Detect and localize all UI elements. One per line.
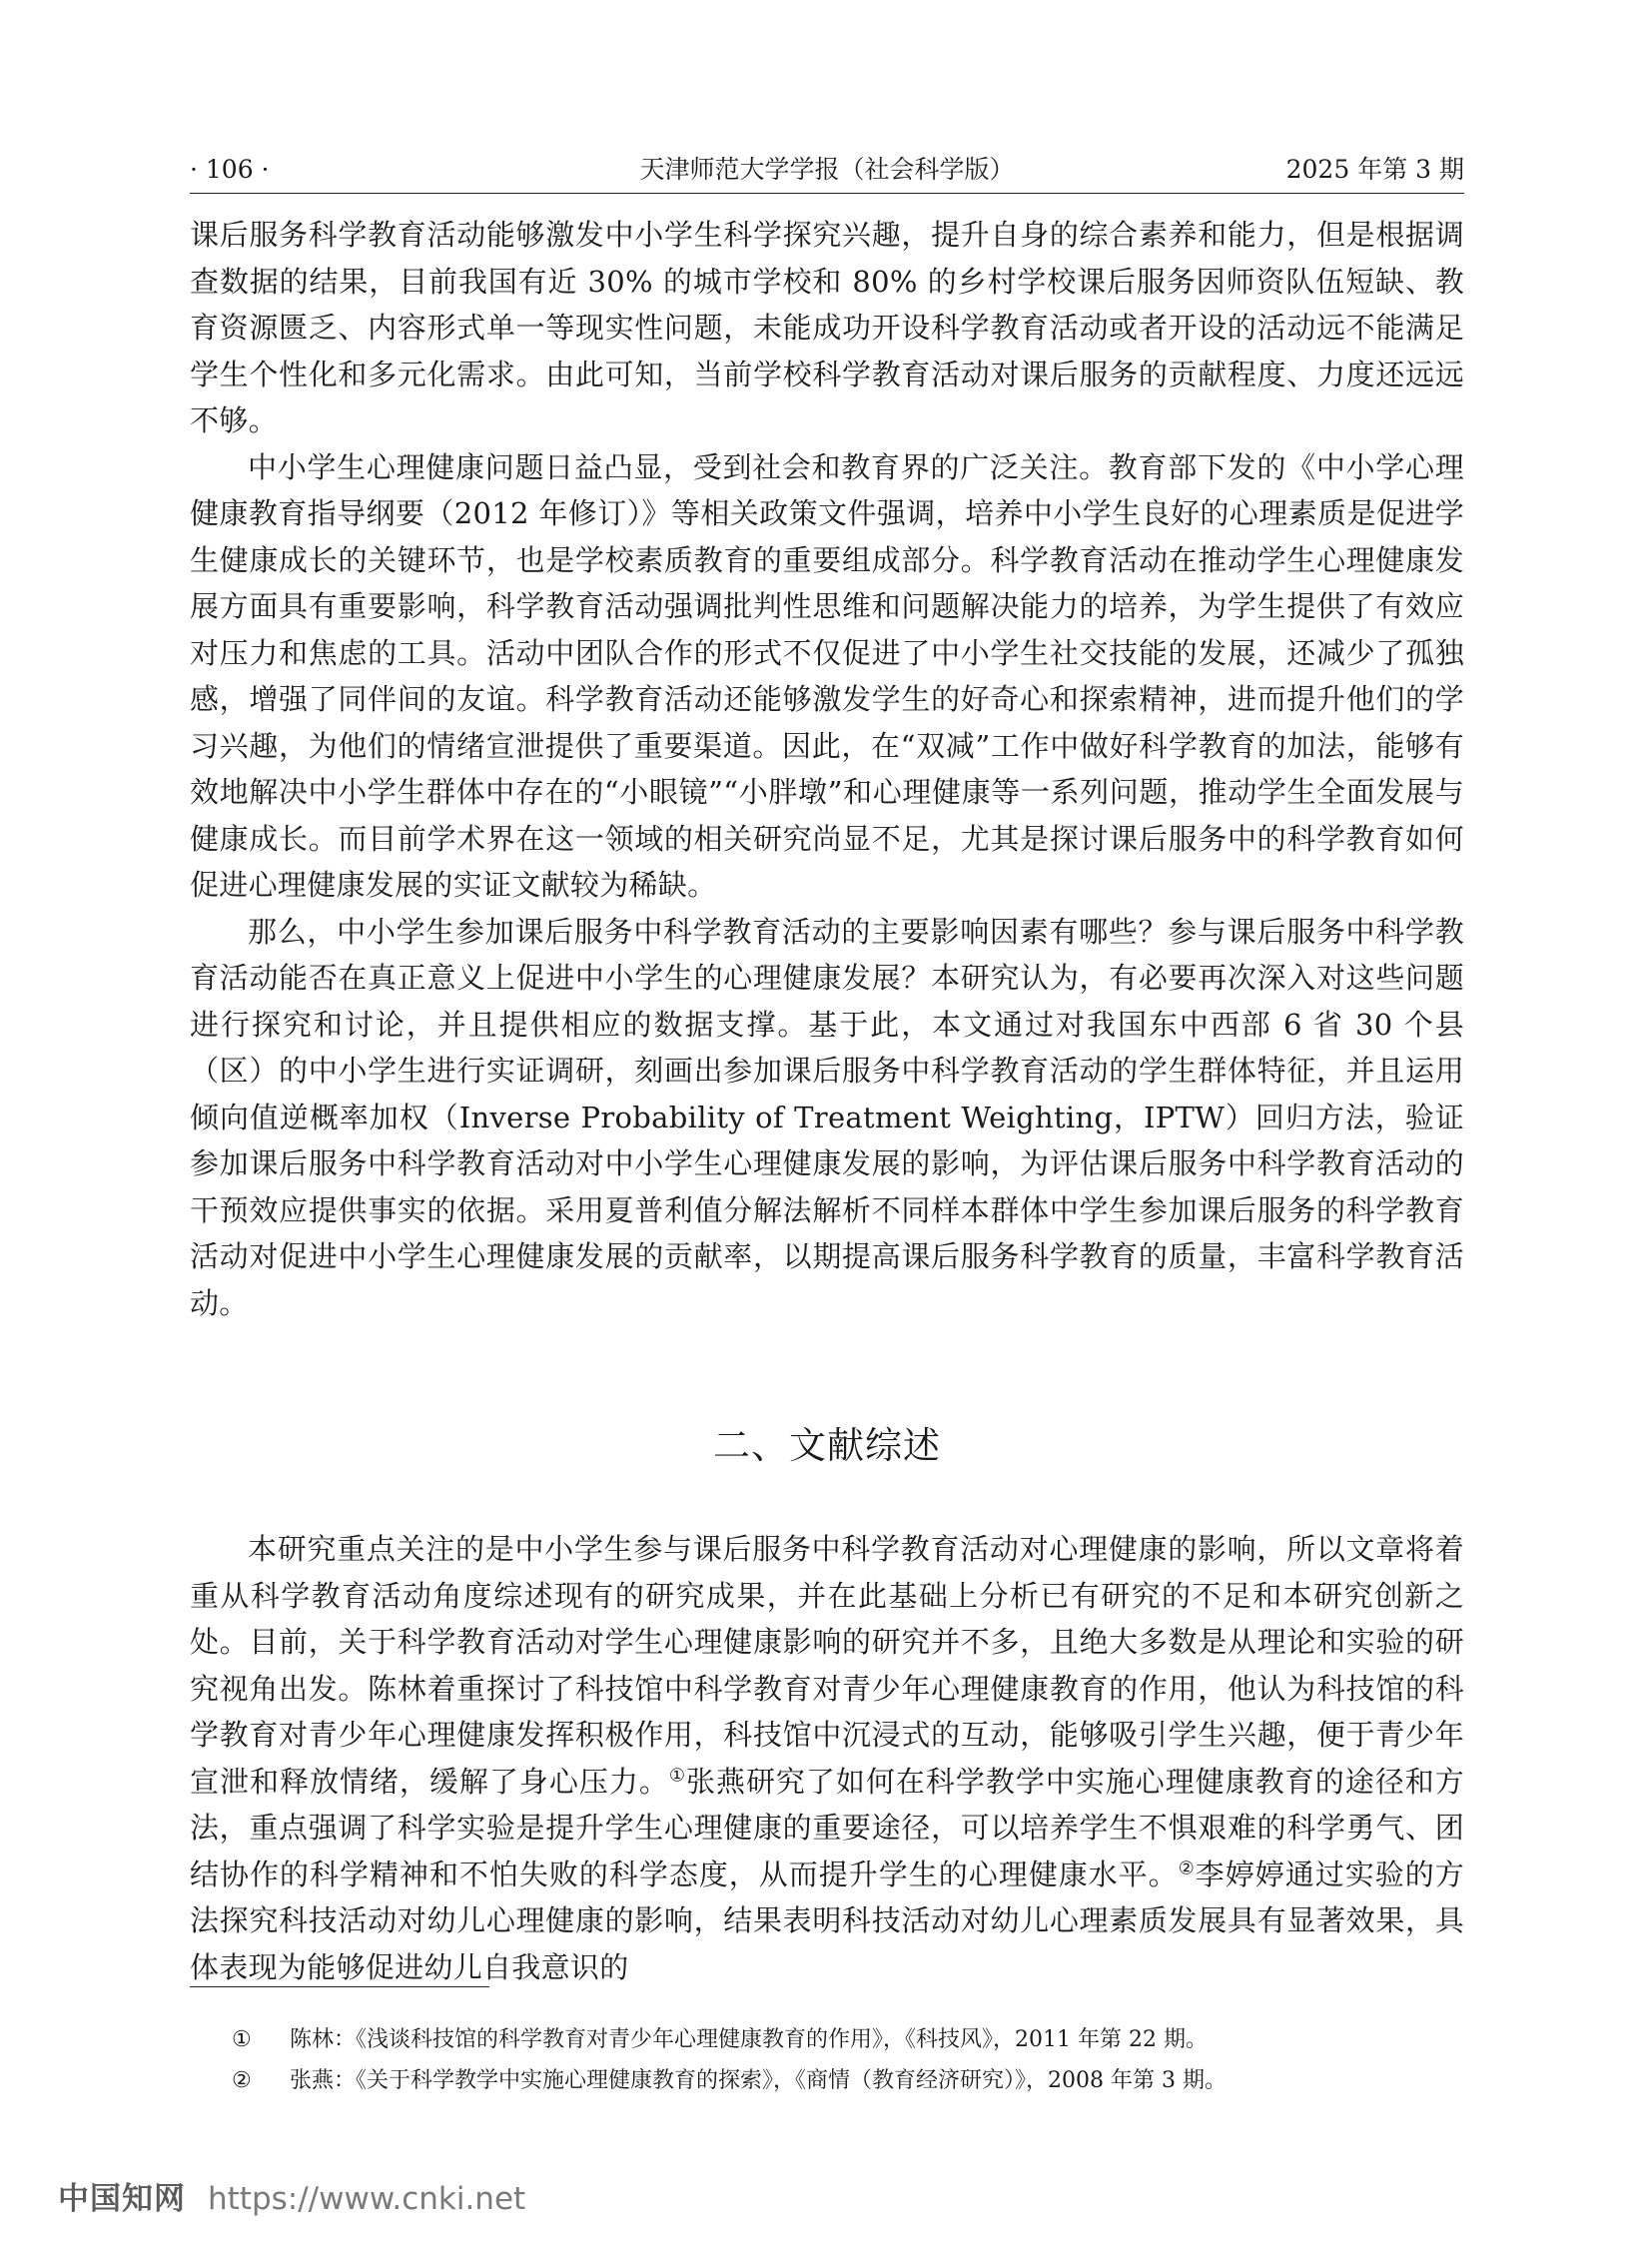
running-header <box>190 150 1464 190</box>
journal-title: 天津师范大学学报（社会科学版） <box>639 155 1015 184</box>
footnotes <box>190 2021 1464 2103</box>
footnote-rule <box>190 1986 489 1987</box>
section-heading: 二、文献综述 <box>713 1424 941 1467</box>
cnki-watermark <box>58 2174 525 2224</box>
header-rule <box>190 193 1464 194</box>
paragraph-3: 那么，中小学生参加课后服务中科学教育活动的主要影响因素有哪些？参与课后服务中科学教育活动能否在真正意义上促进中小学生的心理健康发展？本研究认为，有必要再次深入对这些问题进行探究和讨论，并且提供相应的数据支撑。基于此，本文通过对我国东中西部 6 省 30 个县（区）的中小学生进行实证调研，刻画出参加课后服务中科学教育活动的学生群体特征，并且运用倾向值逆概率加权（Inverse Probability of Treatment Weighting，IPTW）回归方法，验证参加课后服务中科学教育活动对中小学生心理健康发展的影响，为评估课后服务中科学教育活动的干预效应提供事实的依据。采用夏普利值分解法解析不同样本群体中学生参加课后服务的科学教育活动对促进中小学生心理健康发展的贡献率，以期提高课后服务科学教育的质量，丰富科学教育活动。 <box>190 914 1464 1320</box>
footnote-text: 陈林：《浅谈科技馆的科学教育对青少年心理健康教育的作用》，《科技风》，2011 年第 22 期。 <box>290 2027 1208 2052</box>
review-body <box>190 1526 1464 1990</box>
review-text-part-1: 本研究重点关注的是中小学生参与课后服务中科学教育活动对心理健康的影响，所以文章将着重从科学教育活动角度综述现有的研究成果，并在此基础上分析已有研究的不足和本研究创新之处。目前，关于科学教育活动对学生心理健康影响的研究并不多，且绝大多数是从理论和实验的研究视角出发。陈林着重探讨了科技馆中科学教育对青少年心理健康教育的作用，他认为科技馆的科学教育对青少年心理健康发挥积极作用，科技馆中沉浸式的互动，能够吸引学生兴趣，便于青少年宣泄和释放情绪，缓解了身心压力。 <box>190 1532 1464 1799</box>
footnote-ref-1[interactable]: ① <box>668 1764 686 1786</box>
review-text-part-2: 张燕研究了如何在科学教学中实施心理健康教育的途径和方法，重点强调了科学实验是提升学生心理健康的重要途径，可以培养学生不惧艰难的科学勇气、团结协作的科学精神和不怕失败的科学态度，从而提升学生的心理健康水平。 <box>190 1764 1464 1891</box>
review-text-part-3: 李婷婷通过实验的方法探究科技活动对幼儿心理健康的影响，结果表明科技活动对幼儿心理素质发展具有显著效果，具体表现为能够促进幼儿自我意识的 <box>190 1857 1465 1984</box>
footnote-1 <box>190 2021 1464 2059</box>
footnote-text: 张燕：《关于科学教学中实施心理健康教育的探索》，《商情（教育经济研究）》，2008 年第 3 期。 <box>290 2068 1227 2093</box>
intro-body <box>190 212 1464 1326</box>
cnki-logo: 中国知网 <box>58 2181 186 2217</box>
footnote-marker: ① <box>232 2027 252 2052</box>
footnote-marker: ② <box>232 2068 252 2093</box>
issue-label: 2025 年第 3 期 <box>1285 155 1464 184</box>
page-number: · 106 · <box>190 155 270 184</box>
review-paragraph <box>190 1526 1464 1990</box>
footnote-ref-2[interactable]: ② <box>1178 1857 1196 1878</box>
cnki-url[interactable]: https://www.cnki.net <box>208 2181 526 2217</box>
paragraph-2: 中小学生心理健康问题日益凸显，受到社会和教育界的广泛关注。教育部下发的《中小学心理健康教育指导纲要（2012 年修订）》等相关政策文件强调，培养中小学生良好的心理素质是促进学生健康成长的关键环节，也是学校素质教育的重要组成部分。科学教育活动在推动学生心理健康发展方面具有重要影响，科学教育活动强调批判性思维和问题解决能力的培养，为学生提供了有效应对压力和焦虑的工具。活动中团队合作的形式不仅促进了中小学生社交技能的发展，还减少了孤独感，增强了同伴间的友谊。科学教育活动还能够激发学生的好奇心和探索精神，进而提升他们的学习兴趣，为他们的情绪宣泄提供了重要渠道。因此，在“双减”工作中做好科学教育的加法，能够有效地解决中小学生群体中存在的“小眼镜”“小胖墩”和心理健康等一系列问题，推动学生全面发展与健康成长。而目前学术界在这一领域的相关研究尚显不足，尤其是探讨课后服务中的科学教育如何促进心理健康发展的实证文献较为稀缺。 <box>190 449 1464 902</box>
paragraph-1: 课后服务科学教育活动能够激发中小学生科学探究兴趣，提升自身的综合素养和能力，但是根据调查数据的结果，目前我国有近 30% 的城市学校和 80% 的乡村学校课后服务因师资队伍短缺、教育资源匮乏、内容形式单一等现实性问题，未能成功开设科学教育活动或者开设的活动远不能满足学生个性化和多元化需求。由此可知，当前学校科学教育活动对课后服务的贡献程度、力度还远远不够。 <box>190 218 1464 437</box>
footnote-2 <box>190 2062 1464 2100</box>
